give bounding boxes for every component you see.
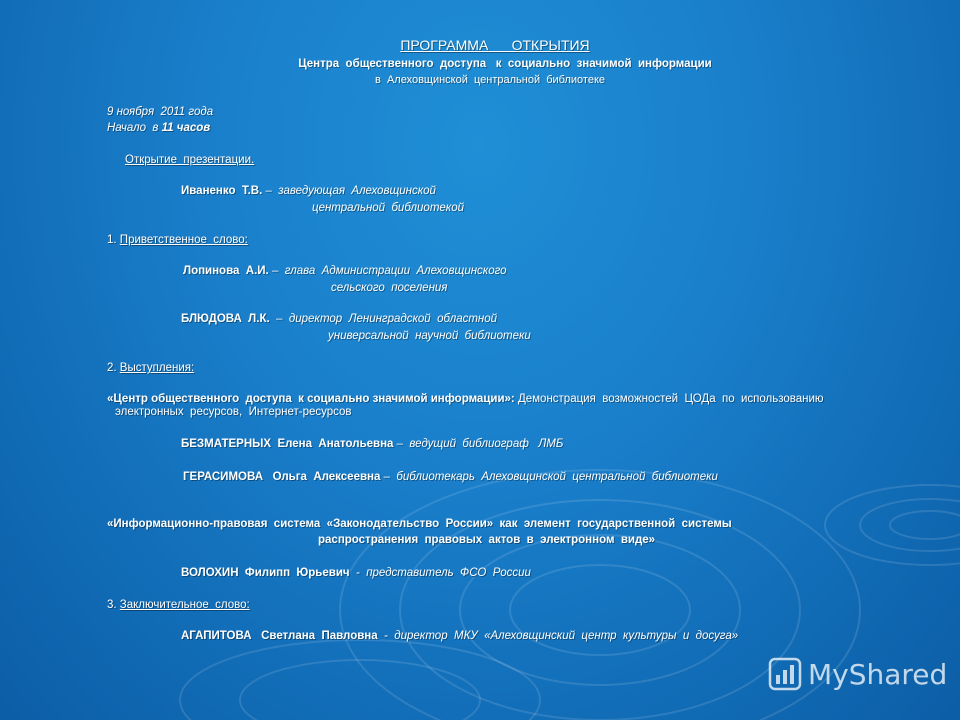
speaker-role: – директор Ленинградской областной <box>269 313 498 325</box>
speaker-name: БЛЮДОВА Л.К. <box>181 313 270 325</box>
opening-speaker-role-cont: центральной библиотекой <box>312 202 465 214</box>
speaker-role: – заведующая Алеховщинской <box>262 185 436 197</box>
opening-speaker-line <box>181 184 436 198</box>
speaker-name: Иваненко Т.В. <box>181 185 263 197</box>
speaker-role: – ведущий библиограф ЛМБ <box>393 438 564 450</box>
talk-1-line <box>107 392 824 406</box>
section-label: Приветственное слово: <box>119 234 248 246</box>
s3-speaker-line <box>181 629 738 643</box>
watermark-text: MyShared <box>808 657 948 691</box>
start-hour: 11 часов <box>161 122 211 134</box>
talk-2-title-line1: «Информационно-правовая система «Законодательство России» как элемент государственной системы <box>107 518 732 530</box>
speaker-role: – библиотекарь Алеховщинской центральной библиотеки <box>380 471 718 483</box>
opening-heading: Открытие презентации. <box>125 154 255 166</box>
section-number: 1. <box>107 234 120 246</box>
section-label: Выступления: <box>119 362 195 374</box>
myshared-watermark <box>768 656 947 692</box>
talk1-speaker1-line <box>181 437 563 451</box>
talk-1-description-cont: электронных ресурсов, Интернет-ресурсов <box>115 406 352 418</box>
event-date: 9 ноября 2011 года <box>107 106 214 118</box>
s1-speaker2-line <box>181 312 497 326</box>
talk1-speaker2-line <box>183 470 718 484</box>
start-prefix: Начало в <box>107 122 162 134</box>
speaker-role: – глава Администрации Алеховщинского <box>268 265 507 277</box>
s1-speaker1-line <box>183 264 507 278</box>
section-2-heading <box>107 361 194 375</box>
speaker-role: - директор МКУ «Алеховщинский центр культуры и досуга» <box>377 630 739 642</box>
chart-logo-icon <box>768 657 802 691</box>
section-number: 3. <box>107 599 120 611</box>
speaker-name: ВОЛОХИН Филипп Юрьевич <box>181 567 350 579</box>
talk2-speaker-line <box>181 566 531 580</box>
program-subtitle-location: в Алеховщинской центральной библиотеке <box>374 74 606 86</box>
section-label: Заключительное слово: <box>119 599 250 611</box>
speaker-name: БЕЗМАТЕРНЫХ Елена Анатольевна <box>181 438 394 450</box>
section-1-heading <box>107 233 248 247</box>
talk-2-title-line2: распространения правовых актов в электронном виде» <box>318 534 656 546</box>
section-3-heading <box>107 598 250 612</box>
speaker-role: - представитель ФСО России <box>349 567 531 579</box>
program-title: ПРОГРАММА ОТКРЫТИЯ <box>400 37 590 53</box>
section-number: 2. <box>107 362 120 374</box>
speaker-name: Лопинова А.И. <box>183 265 269 277</box>
speaker-name: АГАПИТОВА Светлана Павловна <box>181 630 378 642</box>
speaker-name: ГЕРАСИМОВА Ольга Алексеевна <box>183 471 381 483</box>
event-start-time <box>107 121 210 135</box>
program-subtitle: Центра общественного доступа к социально значимой информации <box>298 58 712 70</box>
s1-speaker1-role-cont: сельского поселения <box>331 282 448 294</box>
s1-speaker2-role-cont: универсальной научной библиотеки <box>328 330 531 342</box>
talk-title: «Центр общественного доступа к социально значимой информации»: <box>107 393 518 405</box>
talk-description: Демонстрация возможностей ЦОДа по использованию <box>517 393 824 405</box>
